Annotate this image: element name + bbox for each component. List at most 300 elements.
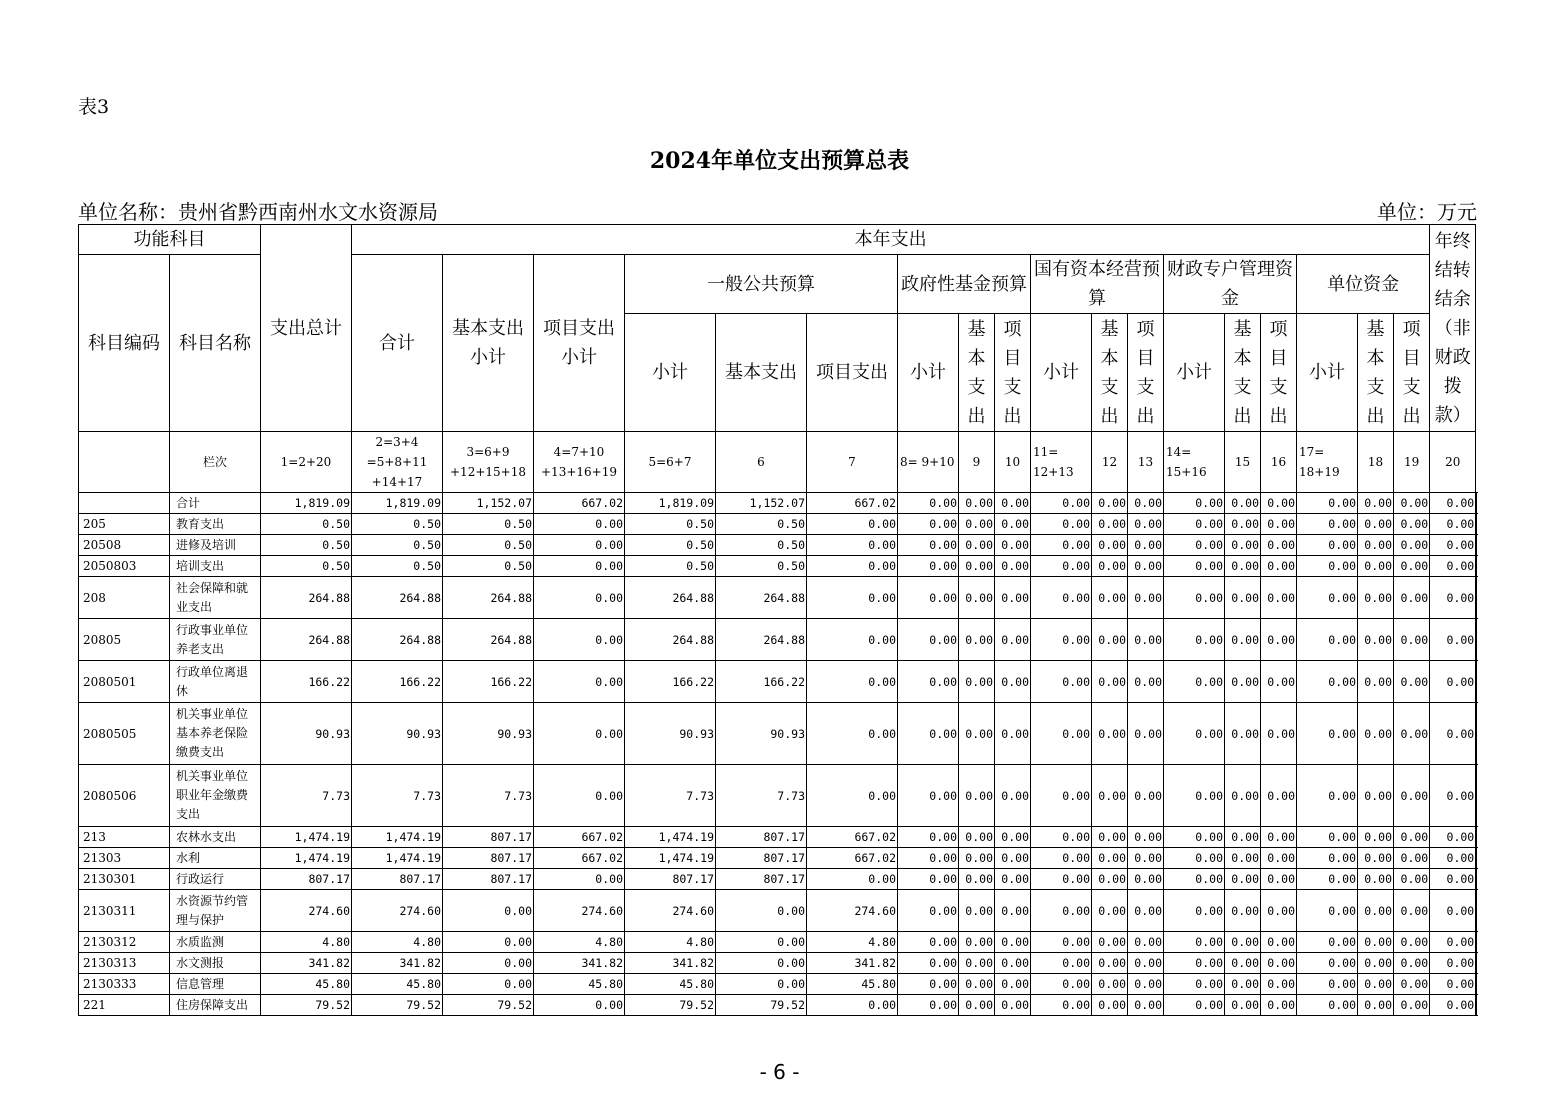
header-subject-name: 科目名称 [170, 255, 261, 432]
cell-zero: 0.00 [1297, 577, 1358, 619]
cell-zero: 0.00 [1128, 535, 1164, 556]
cell-zero: 0.00 [898, 995, 959, 1016]
cell-zero: 0.00 [1358, 848, 1394, 869]
cell-sum: 0.50 [352, 514, 443, 535]
cell-zero: 0.00 [959, 661, 995, 703]
cell-zero: 0.00 [1261, 932, 1297, 953]
cell-zero: 0.00 [1092, 953, 1128, 974]
cell-g-sub: 1,819.09 [625, 493, 716, 514]
cell-zero: 0.00 [1164, 848, 1225, 869]
cell-zero: 0.00 [1358, 514, 1394, 535]
cell-zero: 0.00 [1092, 827, 1128, 848]
cell-project: 0.00 [534, 703, 625, 765]
cell-g-basic: 166.22 [716, 661, 807, 703]
table-label: 表3 [78, 96, 110, 118]
cell-zero: 0.00 [1031, 995, 1092, 1016]
cell-zero: 0.00 [898, 765, 959, 827]
cell-zero: 0.00 [1092, 514, 1128, 535]
cell-sum: 807.17 [352, 869, 443, 890]
cell-zero: 0.00 [1164, 514, 1225, 535]
cell-sum: 0.50 [352, 535, 443, 556]
cell-zero: 0.00 [959, 848, 995, 869]
cell-g-sub: 264.88 [625, 619, 716, 661]
cell-zero: 0.00 [1261, 995, 1297, 1016]
cell-g-basic: 1,152.07 [716, 493, 807, 514]
header-unit-funds-basic: 基本支出 [1358, 314, 1394, 432]
cell-g-sub: 7.73 [625, 765, 716, 827]
cell-zero: 0.00 [995, 995, 1031, 1016]
cell-total: 166.22 [261, 661, 352, 703]
cell-g-proj: 0.00 [807, 556, 898, 577]
cell-g-basic: 7.73 [716, 765, 807, 827]
cell-zero: 0.00 [1358, 577, 1394, 619]
subject-name: 合计 [170, 493, 261, 514]
cell-project: 0.00 [534, 869, 625, 890]
subject-name: 行政运行 [170, 869, 261, 890]
cell-zero: 0.00 [1261, 765, 1297, 827]
cell-zero: 0.00 [1358, 890, 1394, 932]
cell-zero: 0.00 [1358, 556, 1394, 577]
subject-code: 208 [79, 577, 170, 619]
cell-zero: 0.00 [995, 514, 1031, 535]
cell-zero: 0.00 [1128, 765, 1164, 827]
header-gov-fund: 政府性基金预算 [898, 255, 1031, 314]
header-state-capital-basic: 基本支出 [1092, 314, 1128, 432]
cell-sum: 0.50 [352, 556, 443, 577]
cell-basic: 0.00 [443, 974, 534, 995]
cell-zero: 0.00 [1092, 890, 1128, 932]
unit-label: 单位：万元 [1377, 200, 1477, 224]
cell-sum: 1,474.19 [352, 827, 443, 848]
cell-zero: 0.00 [1297, 619, 1358, 661]
cell-sum: 166.22 [352, 661, 443, 703]
cell-zero: 0.00 [1092, 848, 1128, 869]
header-state-capital: 国有资本经营预算 [1031, 255, 1164, 314]
cell-zero: 0.00 [1128, 556, 1164, 577]
cell-g-basic: 0.50 [716, 514, 807, 535]
cell-zero: 0.00 [1430, 890, 1476, 932]
cell-zero: 0.00 [1031, 493, 1092, 514]
cell-zero: 0.00 [1031, 765, 1092, 827]
table-row [79, 514, 1477, 535]
cell-zero: 0.00 [995, 493, 1031, 514]
table-row [79, 974, 1477, 995]
cell-zero: 0.00 [1358, 974, 1394, 995]
column-number: 9 [959, 432, 995, 493]
cell-g-sub: 166.22 [625, 661, 716, 703]
subject-name: 行政事业单位养老支出 [170, 619, 261, 661]
cell-zero: 0.00 [959, 995, 995, 1016]
table-row [79, 535, 1477, 556]
cell-zero: 0.00 [1031, 556, 1092, 577]
colnum-code [79, 432, 170, 493]
cell-zero: 0.00 [1128, 493, 1164, 514]
header-general-subtotal: 小计 [625, 314, 716, 432]
cell-zero [1394, 619, 1430, 661]
header-unit-funds: 单位资金 [1297, 255, 1430, 314]
cell-g-basic: 264.88 [716, 577, 807, 619]
column-number: 16 [1261, 432, 1297, 493]
subject-code: 2080506 [79, 765, 170, 827]
column-number: 4=7+10 +13+16+19 [534, 432, 625, 493]
cell-zero: 0.00 [1358, 827, 1394, 848]
cell-total: 7.73 [261, 765, 352, 827]
cell-zero: 0.00 [1430, 577, 1476, 619]
subject-code: 20508 [79, 535, 170, 556]
cell-basic: 0.50 [443, 535, 534, 556]
cell-total: 274.60 [261, 890, 352, 932]
header-functional-subject: 功能科目 [79, 225, 261, 255]
cell-g-proj: 0.00 [807, 514, 898, 535]
column-number: 13 [1128, 432, 1164, 493]
column-number: 3=6+9 +12+15+18 [443, 432, 534, 493]
cell-g-basic: 807.17 [716, 869, 807, 890]
column-number: 1=2+20 [261, 432, 352, 493]
cell-project: 0.00 [534, 577, 625, 619]
cell-zero: 0.00 [1092, 869, 1128, 890]
cell-g-proj: 0.00 [807, 619, 898, 661]
subject-name: 进修及培训 [170, 535, 261, 556]
cell-g-proj: 667.02 [807, 827, 898, 848]
cell-sum: 264.88 [352, 577, 443, 619]
cell-zero: 0.00 [1092, 535, 1128, 556]
cell-g-sub: 0.50 [625, 514, 716, 535]
header-state-capital-project: 项目支出 [1128, 314, 1164, 432]
header-fiscal-special-project: 项目支出 [1261, 314, 1297, 432]
cell-zero: 0.00 [898, 953, 959, 974]
cell-zero: 0.00 [1128, 619, 1164, 661]
table-row [79, 703, 1477, 765]
subject-code: 2080505 [79, 703, 170, 765]
cell-total: 1,474.19 [261, 827, 352, 848]
cell-g-proj: 667.02 [807, 848, 898, 869]
cell-g-proj: 0.00 [807, 869, 898, 890]
header-gov-fund-project: 项目支出 [995, 314, 1031, 432]
cell-g-basic: 807.17 [716, 848, 807, 869]
cell-g-basic: 79.52 [716, 995, 807, 1016]
cell-g-proj: 341.82 [807, 953, 898, 974]
cell-zero: 0.00 [995, 661, 1031, 703]
cell-zero: 0.00 [1225, 577, 1261, 619]
table-row [79, 953, 1477, 974]
cell-sum: 7.73 [352, 765, 443, 827]
cell-zero: 0.00 [995, 577, 1031, 619]
column-number: 8= 9+10 [898, 432, 959, 493]
cell-basic: 807.17 [443, 827, 534, 848]
cell-zero: 0.00 [1358, 953, 1394, 974]
table-row [79, 765, 1477, 827]
cell-zero: 0.00 [898, 661, 959, 703]
cell-basic: 264.88 [443, 577, 534, 619]
cell-zero [1430, 974, 1476, 995]
cell-g-basic: 0.50 [716, 556, 807, 577]
page-number: - 6 - [759, 1060, 800, 1084]
column-number: 19 [1394, 432, 1430, 493]
table-row [79, 932, 1477, 953]
cell-zero: 0.00 [1164, 974, 1225, 995]
cell-zero: 0.00 [959, 974, 995, 995]
column-number: 2=3+4 =5+8+11 +14+17 [352, 432, 443, 493]
cell-zero: 0.00 [1092, 974, 1128, 995]
cell-zero: 0.00 [1164, 535, 1225, 556]
cell-zero: 0.00 [898, 890, 959, 932]
cell-total: 341.82 [261, 953, 352, 974]
cell-g-basic: 264.88 [716, 619, 807, 661]
cell-zero: 0.00 [1358, 932, 1394, 953]
cell-zero: 0.00 [1164, 493, 1225, 514]
cell-zero: 0.00 [1358, 703, 1394, 765]
cell-g-proj: 0.00 [807, 661, 898, 703]
cell-zero: 0.00 [1430, 535, 1476, 556]
cell-g-sub: 807.17 [625, 869, 716, 890]
cell-zero: 0.00 [1297, 869, 1358, 890]
cell-zero: 0.00 [995, 619, 1031, 661]
cell-zero: 0.00 [1031, 535, 1092, 556]
header-state-capital-subtotal: 小计 [1031, 314, 1092, 432]
cell-zero: 0.00 [1164, 619, 1225, 661]
cell-total: 1,474.19 [261, 848, 352, 869]
column-number: 20 [1430, 432, 1476, 493]
cell-project: 274.60 [534, 890, 625, 932]
cell-zero: 0.00 [1261, 535, 1297, 556]
cell-zero: 0.00 [1430, 953, 1476, 974]
cell-zero: 0.00 [898, 827, 959, 848]
subject-code [79, 493, 170, 514]
table-row [79, 869, 1477, 890]
cell-zero: 0.00 [959, 556, 995, 577]
cell-zero: 0.00 [959, 953, 995, 974]
cell-zero: 0.00 [1358, 661, 1394, 703]
table-row [79, 995, 1477, 1016]
cell-zero: 0.00 [1128, 995, 1164, 1016]
subject-name: 培训支出 [170, 556, 261, 577]
cell-zero: 0.00 [1430, 765, 1476, 827]
table-row [79, 661, 1477, 703]
header-general-basic: 基本支出 [716, 314, 807, 432]
cell-g-proj: 667.02 [807, 493, 898, 514]
subject-name: 行政单位离退休 [170, 661, 261, 703]
cell-sum: 90.93 [352, 703, 443, 765]
cell-g-basic: 0.50 [716, 535, 807, 556]
subject-code: 2130301 [79, 869, 170, 890]
cell-g-sub: 0.50 [625, 556, 716, 577]
column-number: 10 [995, 432, 1031, 493]
cell-zero: 0.00 [1358, 535, 1394, 556]
cell-zero: 0.00 [1261, 619, 1297, 661]
table-row [79, 890, 1477, 932]
header-fiscal-special-subtotal: 小计 [1164, 314, 1225, 432]
cell-g-sub: 4.80 [625, 932, 716, 953]
cell-total: 45.80 [261, 974, 352, 995]
cell-zero: 0.00 [1164, 577, 1225, 619]
subject-code: 2080501 [79, 661, 170, 703]
cell-basic: 90.93 [443, 703, 534, 765]
cell-g-sub: 79.52 [625, 995, 716, 1016]
subject-name: 水文测报 [170, 953, 261, 974]
cell-zero: 0.00 [959, 619, 995, 661]
cell-g-sub: 264.88 [625, 577, 716, 619]
cell-project: 0.00 [534, 765, 625, 827]
cell-sum: 1,474.19 [352, 848, 443, 869]
cell-project: 0.00 [534, 661, 625, 703]
cell-zero: 0.00 [1261, 827, 1297, 848]
column-number: 11= 12+13 [1031, 432, 1092, 493]
cell-zero: 0.00 [1225, 703, 1261, 765]
cell-zero: 0.00 [1297, 890, 1358, 932]
cell-zero: 0.00 [1225, 848, 1261, 869]
cell-zero: 0.00 [1031, 827, 1092, 848]
cell-zero: 0.00 [1128, 932, 1164, 953]
cell-zero [1394, 869, 1430, 890]
table-row [79, 556, 1477, 577]
cell-zero: 0.00 [995, 890, 1031, 932]
cell-g-proj: 45.80 [807, 974, 898, 995]
cell-sum: 45.80 [352, 974, 443, 995]
cell-zero: 0.00 [959, 869, 995, 890]
cell-basic: 264.88 [443, 619, 534, 661]
cell-zero: 0.00 [1358, 765, 1394, 827]
header-sum: 合计 [352, 255, 443, 432]
table-row [79, 577, 1477, 619]
subject-code: 2130313 [79, 953, 170, 974]
cell-zero: 0.00 [1031, 890, 1092, 932]
cell-zero: 0.00 [898, 869, 959, 890]
cell-zero [1394, 932, 1430, 953]
cell-project: 0.00 [534, 995, 625, 1016]
subject-code: 21303 [79, 848, 170, 869]
cell-zero: 0.00 [1394, 535, 1430, 556]
cell-zero: 0.00 [1128, 514, 1164, 535]
cell-zero: 0.00 [1297, 995, 1358, 1016]
header-general-project: 项目支出 [807, 314, 898, 432]
cell-zero: 0.00 [1164, 995, 1225, 1016]
header-year-end: 年终结转结余（非财政拨款） [1430, 225, 1476, 432]
cell-total: 807.17 [261, 869, 352, 890]
cell-zero: 0.00 [1225, 556, 1261, 577]
cell-g-basic: 0.00 [716, 890, 807, 932]
cell-basic: 0.50 [443, 556, 534, 577]
cell-g-proj: 4.80 [807, 932, 898, 953]
cell-zero: 0.00 [1164, 765, 1225, 827]
cell-zero: 0.00 [1430, 493, 1476, 514]
cell-zero: 0.00 [1297, 535, 1358, 556]
cell-zero: 0.00 [1225, 974, 1261, 995]
subject-code: 20805 [79, 619, 170, 661]
cell-basic: 0.00 [443, 953, 534, 974]
cell-zero: 0.00 [959, 827, 995, 848]
cell-zero: 0.00 [1225, 953, 1261, 974]
cell-sum: 4.80 [352, 932, 443, 953]
cell-g-basic: 0.00 [716, 974, 807, 995]
cell-zero: 0.00 [1225, 995, 1261, 1016]
cell-zero: 0.00 [1225, 765, 1261, 827]
cell-zero: 0.00 [1128, 974, 1164, 995]
cell-zero: 0.00 [1358, 995, 1394, 1016]
cell-total: 79.52 [261, 995, 352, 1016]
cell-g-basic: 807.17 [716, 827, 807, 848]
subject-name: 教育支出 [170, 514, 261, 535]
cell-project: 0.00 [534, 556, 625, 577]
header-unit-funds-subtotal: 小计 [1297, 314, 1358, 432]
cell-zero: 0.00 [995, 703, 1031, 765]
cell-zero: 0.00 [1394, 765, 1430, 827]
cell-project: 0.00 [534, 619, 625, 661]
cell-zero: 0.00 [995, 765, 1031, 827]
cell-zero: 0.00 [1261, 514, 1297, 535]
cell-zero: 0.00 [1031, 514, 1092, 535]
column-number: 7 [807, 432, 898, 493]
cell-zero: 0.00 [1164, 890, 1225, 932]
cell-project: 341.82 [534, 953, 625, 974]
cell-zero: 0.00 [1225, 827, 1261, 848]
subject-name: 社会保障和就业支出 [170, 577, 261, 619]
cell-zero: 0.00 [1225, 890, 1261, 932]
page-title: 2024年单位支出预算总表 [649, 148, 910, 174]
subject-code: 2130311 [79, 890, 170, 932]
cell-zero [1430, 556, 1476, 577]
cell-g-proj: 0.00 [807, 535, 898, 556]
cell-zero: 0.00 [1394, 995, 1430, 1016]
cell-zero: 0.00 [1394, 661, 1430, 703]
subject-code: 205 [79, 514, 170, 535]
cell-zero: 0.00 [1128, 661, 1164, 703]
cell-zero: 0.00 [1261, 661, 1297, 703]
cell-zero: 0.00 [1297, 974, 1358, 995]
table-row [79, 848, 1477, 869]
budget-table [78, 224, 1477, 1016]
cell-total: 264.88 [261, 619, 352, 661]
cell-zero: 0.00 [1430, 848, 1476, 869]
cell-zero [1394, 703, 1430, 765]
subject-code: 221 [79, 995, 170, 1016]
subject-name: 水利 [170, 848, 261, 869]
cell-zero: 0.00 [1261, 577, 1297, 619]
column-number: 17= 18+19 [1297, 432, 1358, 493]
cell-zero: 0.00 [1261, 974, 1297, 995]
cell-zero: 0.00 [1128, 869, 1164, 890]
header-unit-funds-project: 项目支出 [1394, 314, 1430, 432]
cell-total: 4.80 [261, 932, 352, 953]
cell-zero: 0.00 [1261, 556, 1297, 577]
cell-zero: 0.00 [1164, 703, 1225, 765]
subject-name: 水资源节约管理与保护 [170, 890, 261, 932]
header-basic-subtotal: 基本支出小计 [443, 255, 534, 432]
cell-zero: 0.00 [1031, 703, 1092, 765]
cell-zero: 0.00 [1092, 619, 1128, 661]
cell-zero: 0.00 [1297, 556, 1358, 577]
cell-zero: 0.00 [898, 556, 959, 577]
header-general-budget: 一般公共预算 [625, 255, 898, 314]
cell-zero: 0.00 [959, 890, 995, 932]
cell-project: 45.80 [534, 974, 625, 995]
cell-zero: 0.00 [1031, 619, 1092, 661]
cell-zero: 0.00 [1225, 514, 1261, 535]
cell-project: 4.80 [534, 932, 625, 953]
cell-zero: 0.00 [1164, 953, 1225, 974]
cell-zero: 0.00 [1164, 556, 1225, 577]
cell-zero: 0.00 [898, 535, 959, 556]
cell-zero: 0.00 [1225, 619, 1261, 661]
cell-zero: 0.00 [1031, 577, 1092, 619]
header-gov-fund-basic: 基本支出 [959, 314, 995, 432]
cell-zero: 0.00 [1394, 493, 1430, 514]
subject-name: 住房保障支出 [170, 995, 261, 1016]
cell-zero: 0.00 [898, 703, 959, 765]
table-row [79, 827, 1477, 848]
cell-sum: 1,819.09 [352, 493, 443, 514]
cell-g-sub: 45.80 [625, 974, 716, 995]
cell-basic: 79.52 [443, 995, 534, 1016]
